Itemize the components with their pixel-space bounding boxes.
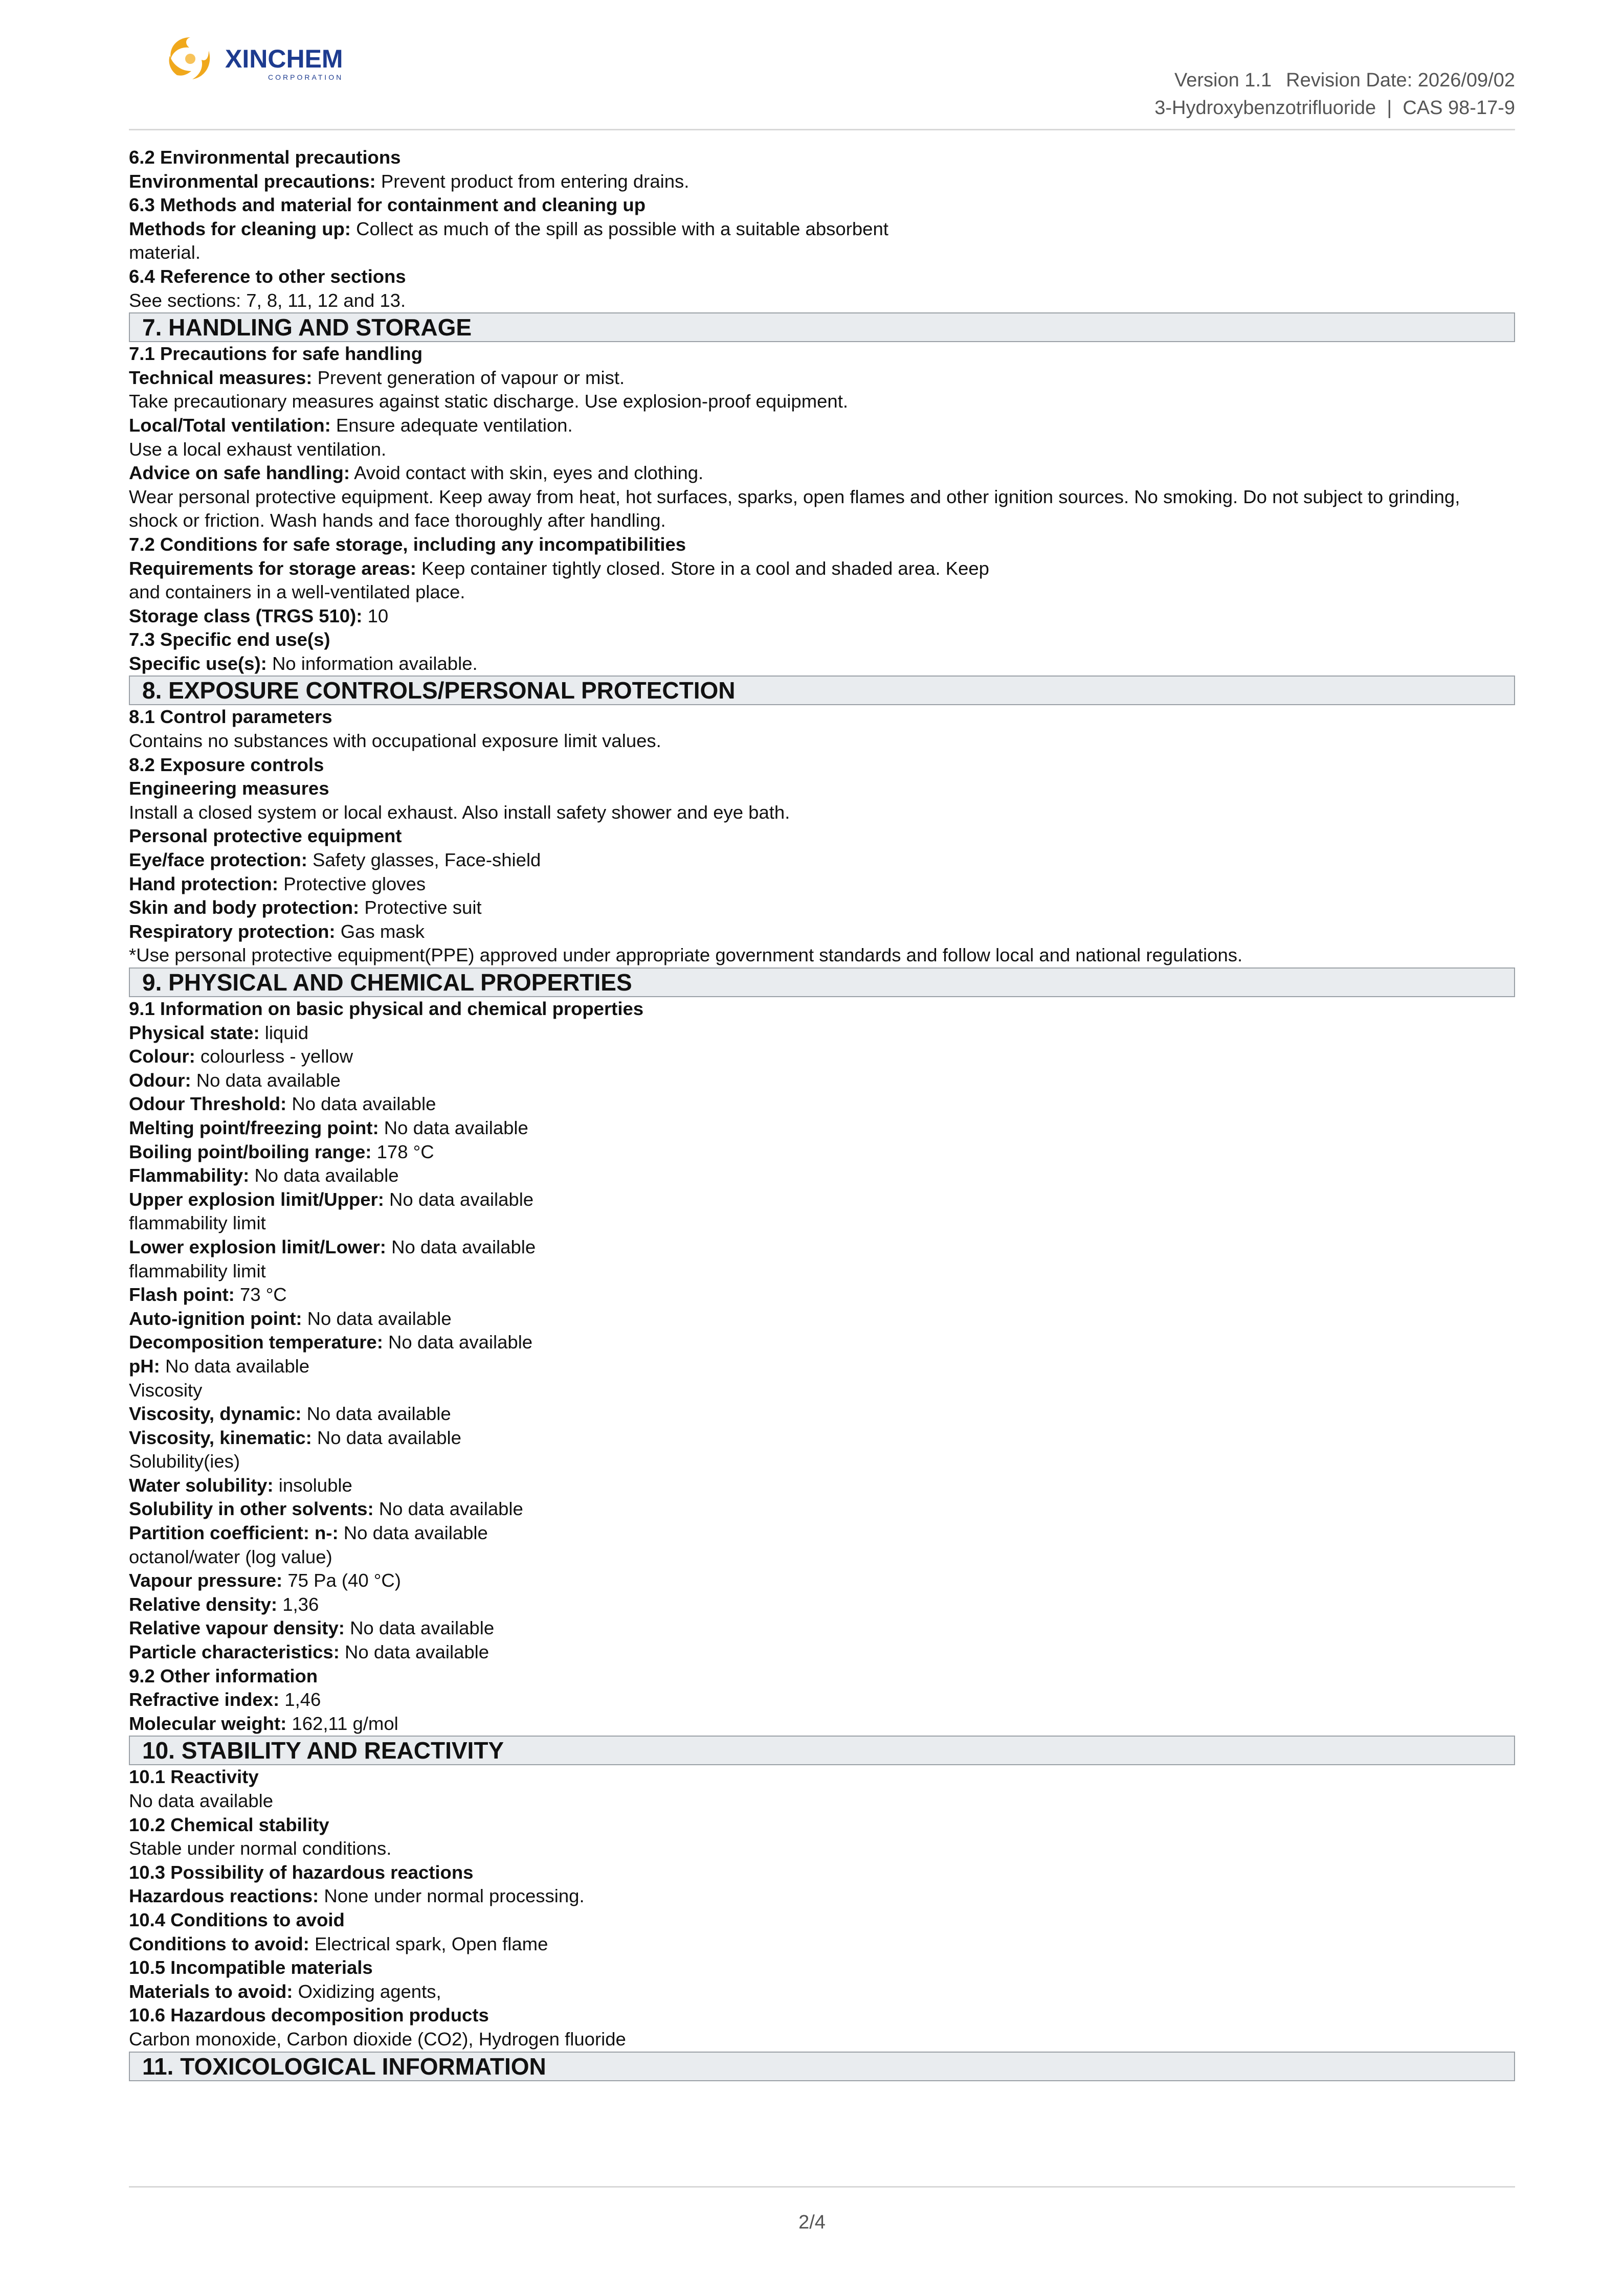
- subsection-heading: 7.3 Specific end use(s): [129, 629, 330, 650]
- property-line: [129, 1021, 1515, 1045]
- property-value: Prevent generation of vapour or mist.: [317, 367, 625, 388]
- subsection-heading: 6.4 Reference to other sections: [129, 265, 406, 287]
- property-line: [129, 1932, 1515, 1956]
- subsection-heading: Personal protective equipment: [129, 825, 402, 847]
- property-label: Solubility in other solvents:: [129, 1498, 374, 1520]
- text-line: octanol/water (log value): [129, 1546, 332, 1567]
- property-value: 178 °C: [376, 1141, 434, 1162]
- property-line: [129, 1569, 1515, 1593]
- property-value: 75 Pa (40 °C): [287, 1570, 401, 1591]
- property-line: [129, 1980, 1515, 2004]
- property-label: Methods for cleaning up:: [129, 218, 351, 239]
- header-separator: |: [1387, 97, 1392, 119]
- property-line: [129, 848, 1515, 872]
- property-line: [129, 1474, 1515, 1498]
- property-label: Vapour pressure:: [129, 1570, 283, 1591]
- property-label: Viscosity, kinematic:: [129, 1427, 312, 1448]
- property-line: [129, 896, 1515, 920]
- text-line: Contains no substances with occupational exposure limit values.: [129, 730, 661, 752]
- property-label: Local/Total ventilation:: [129, 414, 331, 436]
- property-value: Ensure adequate ventilation.: [336, 414, 573, 436]
- property-label: Particle characteristics:: [129, 1641, 340, 1663]
- text-line: Solubility(ies): [129, 1451, 240, 1472]
- property-line: [129, 652, 1515, 676]
- property-label: Technical measures:: [129, 367, 313, 388]
- text-line: Carbon monoxide, Carbon dioxide (CO2), Hydrogen fluoride: [129, 2028, 626, 2050]
- version-line: [1154, 66, 1515, 94]
- property-line: [129, 1884, 1515, 1908]
- property-value: liquid: [264, 1022, 309, 1043]
- property-line: [129, 1188, 1515, 1212]
- property-line: [129, 1116, 1515, 1140]
- property-value: 162,11 g/mol: [292, 1713, 398, 1734]
- property-label: Requirements for storage areas:: [129, 557, 416, 579]
- subsection-heading: 7.1 Precautions for safe handling: [129, 343, 423, 365]
- text-line: Install a closed system or local exhaust. Also install safety shower and eye bath.: [129, 801, 790, 823]
- cas-number: CAS 98-17-9: [1403, 97, 1515, 119]
- logo-text: XINCHEM: [225, 44, 343, 73]
- property-label: Decomposition temperature:: [129, 1332, 383, 1353]
- section-heading: 8. EXPOSURE CONTROLS/PERSONAL PROTECTION: [129, 676, 1515, 705]
- text-line: and containers in a well-ventilated place.: [129, 581, 465, 603]
- text-line: material.: [129, 242, 201, 263]
- text-line: Viscosity: [129, 1379, 203, 1401]
- property-line: [129, 1616, 1515, 1640]
- property-line: [129, 920, 1515, 944]
- text-line: No data available: [129, 1790, 274, 1811]
- property-value: No data available: [306, 1403, 451, 1425]
- property-value: Electrical spark, Open flame: [314, 1933, 548, 1954]
- header-divider: [129, 129, 1515, 130]
- property-line: [129, 1235, 1515, 1259]
- property-value: No data available: [350, 1617, 495, 1639]
- section-heading: 11. TOXICOLOGICAL INFORMATION: [129, 2052, 1515, 2081]
- product-line: [1154, 94, 1515, 122]
- document-body: [129, 146, 1515, 2081]
- property-value: No data available: [254, 1165, 399, 1186]
- property-value: Oxidizing agents,: [298, 1980, 441, 2002]
- subsection-heading: 8.2 Exposure controls: [129, 754, 324, 775]
- property-line: [129, 461, 1515, 485]
- property-line: [129, 1092, 1515, 1116]
- text-line: Use a local exhaust ventilation.: [129, 438, 387, 460]
- property-label: Auto-ignition point:: [129, 1308, 302, 1329]
- property-label: Upper explosion limit/Upper:: [129, 1188, 384, 1210]
- property-line: [129, 1712, 1515, 1736]
- version: Version 1.1: [1174, 70, 1272, 91]
- property-value: insoluble: [278, 1474, 352, 1496]
- property-label: Molecular weight:: [129, 1713, 287, 1734]
- property-label: Boiling point/boiling range:: [129, 1141, 372, 1162]
- subsection-heading: 10.3 Possibility of hazardous reactions: [129, 1861, 474, 1883]
- section-heading: 7. HANDLING AND STORAGE: [129, 312, 1515, 342]
- property-label: Conditions to avoid:: [129, 1933, 309, 1954]
- property-line: [129, 1640, 1515, 1664]
- property-line: [129, 1283, 1515, 1307]
- property-value: No information available.: [272, 652, 478, 674]
- property-value: None under normal processing.: [324, 1885, 585, 1907]
- property-line: [129, 1164, 1515, 1188]
- property-label: Skin and body protection:: [129, 897, 360, 918]
- property-line: [129, 1402, 1515, 1426]
- property-line: [129, 1593, 1515, 1617]
- property-line: [129, 170, 1515, 194]
- text-line: flammability limit: [129, 1212, 266, 1234]
- property-value: No data available: [384, 1117, 528, 1138]
- property-line: [129, 1521, 1515, 1545]
- property-line: [129, 366, 1515, 390]
- subsection-heading: 6.2 Environmental precautions: [129, 147, 401, 168]
- text-line: Wear personal protective equipment. Keep away from heat, hot surfaces, sparks, open flames and other ignition sources. No smoking. Do not subject to grinding,: [129, 486, 1460, 507]
- property-value: No data available: [388, 1332, 533, 1353]
- property-label: Viscosity, dynamic:: [129, 1403, 302, 1425]
- text-line: flammability limit: [129, 1260, 266, 1281]
- product-name: 3-Hydroxybenzotrifluoride: [1154, 97, 1376, 119]
- property-label: Environmental precautions:: [129, 170, 376, 192]
- subsection-heading: 10.5 Incompatible materials: [129, 1957, 373, 1978]
- property-value: No data available: [391, 1236, 536, 1257]
- property-label: Relative vapour density:: [129, 1617, 345, 1639]
- property-label: Flash point:: [129, 1284, 235, 1305]
- logo-swirl-icon: [160, 28, 221, 89]
- property-value: colourless - yellow: [200, 1046, 353, 1067]
- property-value: Keep container tightly closed. Store in a cool and shaded area. Keep: [421, 557, 989, 579]
- property-label: Storage class (TRGS 510):: [129, 605, 363, 626]
- text-line: *Use personal protective equipment(PPE) approved under appropriate government standards and follow local and national regulations.: [129, 944, 1243, 966]
- property-value: 73 °C: [239, 1284, 287, 1305]
- property-line: [129, 1069, 1515, 1093]
- revision-date: Revision Date: 2026/09/02: [1286, 70, 1515, 91]
- property-line: [129, 1688, 1515, 1712]
- property-label: Relative density:: [129, 1593, 278, 1615]
- property-value: Protective gloves: [283, 873, 426, 894]
- subsection-heading: 9.1 Information on basic physical and chemical properties: [129, 998, 644, 1019]
- property-label: Specific use(s):: [129, 652, 267, 674]
- document-header: [1154, 66, 1515, 122]
- property-label: Melting point/freezing point:: [129, 1117, 379, 1138]
- property-label: Flammability:: [129, 1165, 250, 1186]
- subsection-heading: 9.2 Other information: [129, 1665, 318, 1686]
- subsection-heading: 10.2 Chemical stability: [129, 1814, 329, 1835]
- property-line: [129, 1331, 1515, 1355]
- property-value: No data available: [345, 1641, 490, 1663]
- property-value: Prevent product from entering drains.: [381, 170, 689, 192]
- property-label: Hazardous reactions:: [129, 1885, 319, 1907]
- company-logo: [160, 26, 354, 92]
- property-label: Partition coefficient: n-:: [129, 1522, 339, 1544]
- subsection-heading: 10.1 Reactivity: [129, 1766, 259, 1788]
- property-value: Safety glasses, Face-shield: [313, 849, 541, 871]
- property-line: [129, 1140, 1515, 1164]
- property-line: [129, 217, 1515, 241]
- property-line: [129, 1355, 1515, 1379]
- section-heading: 9. PHYSICAL AND CHEMICAL PROPERTIES: [129, 967, 1515, 997]
- property-value: 1,36: [282, 1593, 319, 1615]
- property-line: [129, 872, 1515, 896]
- subsection-heading: 6.3 Methods and material for containment and cleaning up: [129, 194, 646, 216]
- property-label: Eye/face protection:: [129, 849, 307, 871]
- property-label: Advice on safe handling:: [129, 462, 350, 484]
- subsection-heading: 8.1 Control parameters: [129, 706, 332, 728]
- property-label: Physical state:: [129, 1022, 260, 1043]
- property-line: [129, 604, 1515, 628]
- property-value: No data available: [196, 1069, 341, 1091]
- property-label: Hand protection:: [129, 873, 278, 894]
- property-value: Gas mask: [340, 920, 425, 942]
- property-value: No data available: [292, 1093, 436, 1115]
- property-value: No data available: [379, 1498, 523, 1520]
- text-line: Take precautionary measures against static discharge. Use explosion-proof equipment.: [129, 391, 848, 412]
- property-label: Odour:: [129, 1069, 191, 1091]
- text-line: shock or friction. Wash hands and face thoroughly after handling.: [129, 510, 666, 531]
- property-label: Odour Threshold:: [129, 1093, 287, 1115]
- subsection-heading: Engineering measures: [129, 778, 329, 799]
- property-value: No data available: [307, 1308, 452, 1329]
- property-value: Collect as much of the spill as possible with a suitable absorbent: [356, 218, 888, 239]
- property-value: No data available: [343, 1522, 488, 1544]
- property-value: No data available: [165, 1355, 310, 1377]
- page-number: 2/4: [798, 2212, 826, 2233]
- property-line: [129, 1426, 1515, 1450]
- property-line: [129, 1497, 1515, 1521]
- property-label: pH:: [129, 1355, 160, 1377]
- property-label: Colour:: [129, 1046, 195, 1067]
- logo-subtext: CORPORATION: [268, 73, 344, 81]
- property-label: Respiratory protection:: [129, 920, 336, 942]
- property-value: Avoid contact with skin, eyes and clothing.: [354, 462, 704, 484]
- property-line: [129, 557, 1515, 581]
- subsection-heading: 10.4 Conditions to avoid: [129, 1909, 345, 1930]
- property-value: Protective suit: [364, 897, 482, 918]
- subsection-heading: 10.6 Hazardous decomposition products: [129, 2005, 489, 2026]
- property-label: Lower explosion limit/Lower:: [129, 1236, 386, 1257]
- section-heading: 10. STABILITY AND REACTIVITY: [129, 1736, 1515, 1765]
- property-line: [129, 1045, 1515, 1069]
- footer-divider: [129, 2186, 1515, 2188]
- property-value: No data available: [317, 1427, 461, 1448]
- property-label: Refractive index:: [129, 1689, 280, 1710]
- text-line: See sections: 7, 8, 11, 12 and 13.: [129, 289, 406, 311]
- property-value: No data available: [389, 1188, 534, 1210]
- property-value: 1,46: [284, 1689, 321, 1710]
- property-line: [129, 414, 1515, 438]
- text-line: Stable under normal conditions.: [129, 1838, 392, 1859]
- property-line: [129, 1307, 1515, 1331]
- property-value: 10: [367, 605, 389, 626]
- subsection-heading: 7.2 Conditions for safe storage, including any incompatibilities: [129, 533, 686, 555]
- property-label: Water solubility:: [129, 1474, 274, 1496]
- property-label: Materials to avoid:: [129, 1980, 293, 2002]
